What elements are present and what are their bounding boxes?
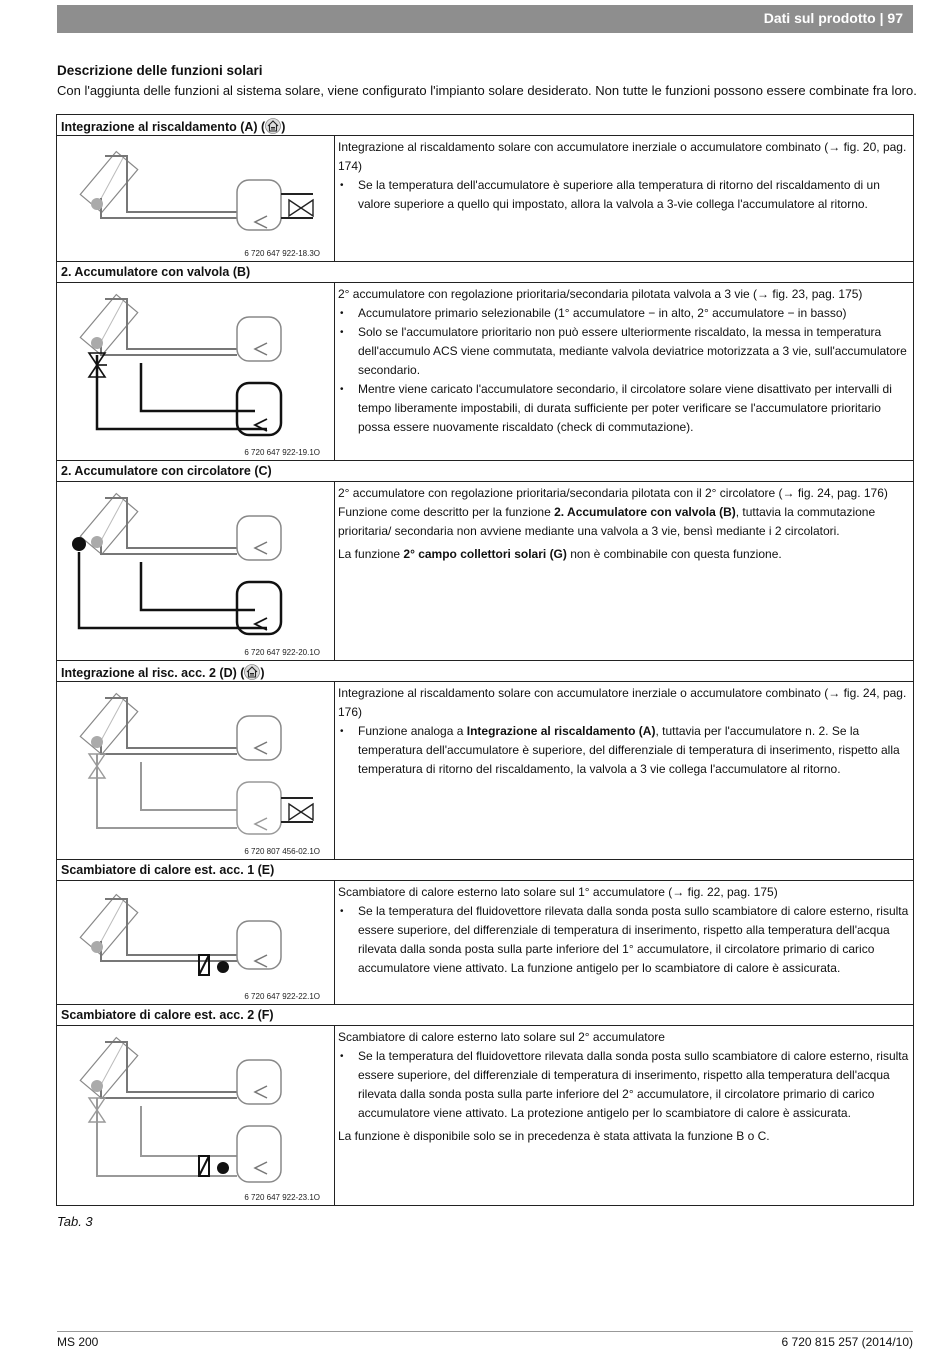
row-title-d: Integrazione al risc. acc. 2 (D) ( )	[57, 661, 913, 682]
row-title-b: 2. Accumulatore con valvola (B)	[57, 262, 913, 283]
figure-code: 6 720 647 922-23.1O	[244, 1193, 320, 1202]
footer-document-code: 6 720 815 257 (2014/10)	[781, 1335, 913, 1349]
pump-icon	[91, 536, 103, 548]
section-intro: Con l'aggiunta delle funzioni al sistema solare, viene configurato l'impianto solare desiderato. Non tutte le funzioni possono essere combinate fra loro.	[57, 83, 917, 98]
diagram-b	[57, 283, 335, 460]
three-way-valve-icon	[289, 200, 313, 216]
pump-icon	[72, 537, 86, 551]
storage-tank-icon	[237, 1060, 281, 1104]
description-e: Scambiatore di calore esterno lato solare sul 1° accumulatore (→ fig. 22, pag. 175) • Se la temperatura del fluidovettore rilevata dalla sonda posta sullo scambiatore di calore esterno, risulta essere superiore, del differenziale di temperatura di inserimento, rispetto alla temperatura dell'acqua rilevata dalla sonda posta sulla parte inferiore del 1° accumulatore, il circolatore primario di carico accumulatore viene attivato. La funzione antigelo per lo scambiatore di calore è assicurata.	[335, 881, 913, 1004]
pump-icon	[91, 1080, 103, 1092]
solar-collector-icon	[80, 494, 137, 555]
figure-code: 6 720 647 922-19.1O	[244, 448, 320, 457]
diagram-a	[57, 136, 335, 261]
diagram-d	[57, 682, 335, 859]
pump-icon	[217, 1162, 229, 1174]
solar-collector-icon	[80, 694, 137, 755]
row-body-f	[57, 1026, 913, 1206]
row-body-b	[57, 283, 913, 461]
storage-tank-icon	[237, 716, 281, 760]
description-b: 2° accumulatore con regolazione prioritaria/secondaria pilotata valvola a 3 vie (→ fig. 23, pag. 175) • Accumulatore primario selezionabile (1° accumulatore − in alto, 2° accumulatore − in basso) • Solo se l'accumulatore prioritario non può essere ulteriormente riscaldato, la messa in temperatura dell'accumulo ACS viene commutata, mediante valvola deviatrice motorizzata a 3 vie, sull'accumulatore secondario. • Mentre viene caricato l'accumulatore secondario, il circolatore solare viene disattivato per intervalli di tempo liberamente impostabili, di durata sufficiente per poter verificare se l'accumulatore prioritario possa essere nuovamente riscaldato (check di commutazione).	[335, 283, 913, 460]
row-title-e: Scambiatore di calore est. acc. 1 (E)	[57, 860, 913, 881]
solar-collector-icon	[80, 295, 137, 356]
table-caption: Tab. 3	[57, 1214, 93, 1229]
figure-code: 6 720 647 922-18.3O	[244, 249, 320, 258]
footer-divider	[57, 1331, 913, 1332]
diagram-e	[57, 881, 335, 1004]
row-title-c: 2. Accumulatore con circolatore (C)	[57, 461, 913, 482]
row-body-e	[57, 881, 913, 1005]
row-title-f: Scambiatore di calore est. acc. 2 (F)	[57, 1005, 913, 1026]
storage-tank-icon	[237, 1126, 281, 1182]
row-body-c	[57, 482, 913, 661]
row-body-d	[57, 682, 913, 860]
pump-icon	[91, 198, 103, 210]
solar-collector-icon	[80, 1038, 137, 1099]
storage-tank-icon	[237, 921, 281, 969]
pump-icon	[91, 941, 103, 953]
section-title: Descrizione delle funzioni solari	[57, 63, 263, 78]
diagram-f	[57, 1026, 335, 1205]
storage-tank-icon	[237, 516, 281, 560]
header-bar	[57, 5, 913, 33]
row-title-a: Integrazione al riscaldamento (A) ( )	[57, 115, 913, 136]
figure-code: 6 720 807 456-02.1O	[244, 847, 320, 856]
solar-collector-icon	[80, 152, 137, 213]
solar-functions-table	[56, 114, 914, 1206]
footer-product: MS 200	[57, 1335, 99, 1349]
description-f: Scambiatore di calore esterno lato solare sul 2° accumulatore • Se la temperatura del fluidovettore rilevata dalla sonda posta sullo scambiatore di calore esterno, risulta essere superiore, del differenziale di temperatura di inserimento, rispetto alla temperatura dell'acqua rilevata dalla sonda posta sulla parte inferiore del 2° accumulatore, il circolatore primario di carico accumulatore viene attivato. La protezione antigelo per lo scambiatore di calore è assicurata. La funzione è disponibile solo se in precedenza è stata attivata la funzione B o C.	[335, 1026, 913, 1205]
description-d: Integrazione al riscaldamento solare con accumulatore inerziale o accumulatore combinato (→ fig. 24, pag. 176) • Funzione analoga a Integrazione al riscaldamento (A), tuttavia per l'accumulatore n. 2. Se la temperatura dell'accumulatore è superiore, del differenziale di temperatura di inserimento, rispetto alla temperatura di ritorno del riscaldamento, la valvola a 3 vie collega l'accumulatore al ritorno.	[335, 682, 913, 859]
storage-tank-icon	[237, 180, 281, 230]
house-radiator-icon	[244, 664, 260, 683]
pump-icon	[217, 961, 229, 973]
page-header-title: Dati sul prodotto | 97	[763, 10, 903, 26]
storage-tank-icon	[237, 317, 281, 361]
house-radiator-icon	[265, 118, 281, 137]
row-body-a	[57, 136, 913, 262]
pump-icon	[91, 337, 103, 349]
three-way-valve-icon	[289, 804, 313, 820]
description-a: Integrazione al riscaldamento solare con accumulatore inerziale o accumulatore combinato (→ fig. 20, pag. 174) • Se la temperatura dell'accumulatore è superiore alla temperatura di ritorno del riscaldamento di un valore superiore a quello qui impostato, allora la valvola a 3-vie collega l'accumulatore al ritorno.	[335, 136, 913, 261]
solar-collector-icon	[80, 895, 137, 956]
figure-code: 6 720 647 922-22.1O	[244, 992, 320, 1001]
diagram-c	[57, 482, 335, 660]
description-c: 2° accumulatore con regolazione prioritaria/secondaria pilotata con il 2° circolatore (→ fig. 24, pag. 176) Funzione come descritto per la funzione 2. Accumulatore con valvola (B), tuttavia la commutazione prioritaria/ secondaria non avviene mediante una valvola a 3 vie, bensì mediante i 2 circolatori. La funzione 2° campo collettori solari (G) non è combinabile con questa funzione.	[338, 486, 888, 561]
figure-code: 6 720 647 922-20.1O	[244, 648, 320, 657]
pump-icon	[91, 736, 103, 748]
